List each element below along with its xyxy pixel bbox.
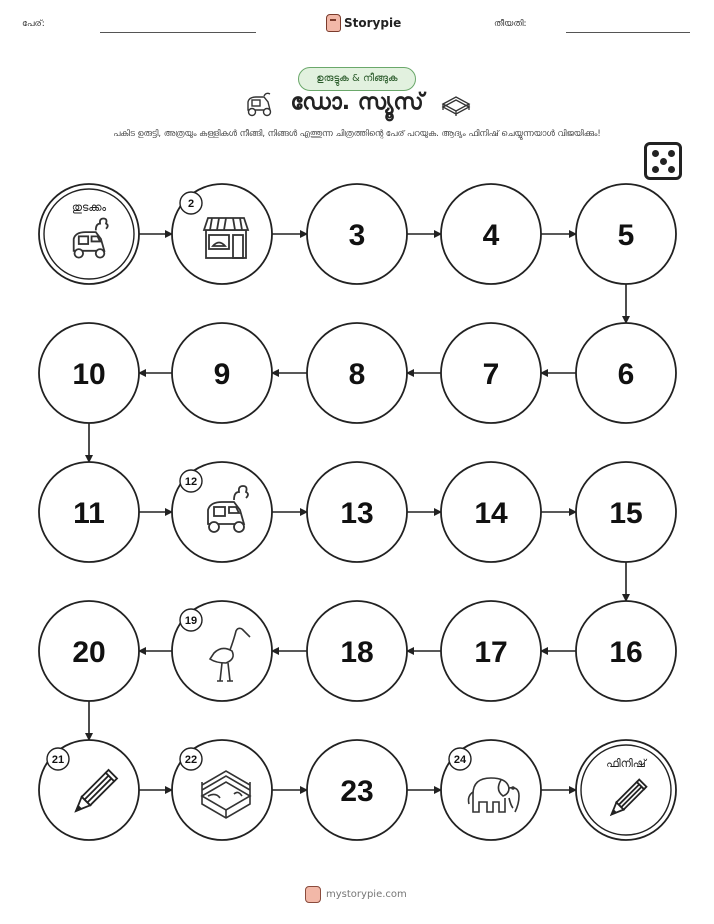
board-cell-7[interactable]: [441, 323, 541, 423]
board-cell-11[interactable]: [39, 462, 139, 562]
cell-number: 15: [609, 497, 643, 530]
footer-site[interactable]: mystorypie.com: [326, 889, 407, 900]
board-cell-23[interactable]: [307, 740, 407, 840]
cell-number: 6: [617, 358, 635, 391]
date-label: തീയതി:: [494, 19, 527, 29]
cell-number: 20: [72, 636, 106, 669]
board-cell-14[interactable]: [441, 462, 541, 562]
subtitle-pill: ഉരുട്ടുക & നീങ്ങുക: [298, 67, 416, 91]
cell-number-badge: [180, 470, 202, 492]
board-cell-6[interactable]: [576, 323, 676, 423]
cell-number: 8: [348, 358, 366, 391]
cell-badge-number: 21: [51, 754, 65, 766]
board-cell-17[interactable]: [441, 601, 541, 701]
cell-number: 17: [474, 636, 508, 669]
board-cell-1[interactable]: [39, 184, 139, 284]
cell-number: 16: [609, 636, 643, 669]
page-title: ഡോ. സ്യൂസ്: [290, 90, 424, 115]
board-cell-3[interactable]: [307, 184, 407, 284]
cell-badge-number: 12: [184, 476, 198, 488]
cell-number: 7: [482, 358, 500, 391]
cell-number: 13: [340, 497, 374, 530]
board-cell-4[interactable]: [441, 184, 541, 284]
cell-number: 18: [340, 636, 374, 669]
board-cell-5[interactable]: [576, 184, 676, 284]
footer: [305, 886, 407, 903]
brand-name: Storypie: [344, 16, 402, 30]
cell-number-badge: [180, 748, 202, 770]
cell-badge-number: 24: [453, 754, 467, 766]
instructions: പകിട ഉരുട്ടി, അത്രയും കള്ളികൾ നീങ്ങി, നിങ്ങൾ എത്തുന്ന ചിത്രത്തിന്റെ പേര് പറയുക. ആദ്യം ഫിനിഷ് ചെയ്യുന്നയാൾ വിജയിക്കും!: [113, 128, 601, 138]
cell-badge-number: 2: [187, 198, 195, 210]
board-cell-12[interactable]: [172, 462, 272, 562]
storypie-logo-icon: [305, 886, 321, 903]
board-cell-13[interactable]: [307, 462, 407, 562]
cell-number: 10: [72, 358, 106, 391]
cell-number: 3: [348, 219, 366, 252]
board-cell-22[interactable]: [172, 740, 272, 840]
board-cell-19[interactable]: [172, 601, 272, 701]
cell-number-badge: [449, 748, 471, 770]
board-cell-21[interactable]: [39, 740, 139, 840]
finish-label: ഫിനിഷ്: [606, 757, 646, 770]
board-cell-10[interactable]: [39, 323, 139, 423]
board-cell-8[interactable]: [307, 323, 407, 423]
board-cell-2[interactable]: [172, 184, 272, 284]
cell-badge-number: 19: [184, 615, 198, 627]
cell-number: 4: [482, 219, 500, 252]
start-label: തുടക്കം: [71, 201, 107, 214]
cell-badge-number: 22: [184, 754, 198, 766]
board-cell-24[interactable]: [441, 740, 541, 840]
board-cell-9[interactable]: [172, 323, 272, 423]
cell-number: 9: [213, 358, 231, 391]
cell-number: 11: [73, 497, 105, 530]
cell-number: 14: [474, 497, 508, 530]
cell-number: 23: [340, 775, 374, 808]
shop-icon: [204, 218, 248, 258]
name-label: പേര്:: [22, 19, 45, 29]
board-cell-18[interactable]: [307, 601, 407, 701]
cell-number-badge: [47, 748, 69, 770]
cell-number-badge: [180, 192, 202, 214]
board-cell-20[interactable]: [39, 601, 139, 701]
board-cell-25[interactable]: [576, 740, 676, 840]
cell-number: 5: [617, 219, 635, 252]
cell-number-badge: [180, 609, 202, 631]
board-cell-15[interactable]: [576, 462, 676, 562]
board-cell-16[interactable]: [576, 601, 676, 701]
cell-circle: [576, 740, 676, 840]
